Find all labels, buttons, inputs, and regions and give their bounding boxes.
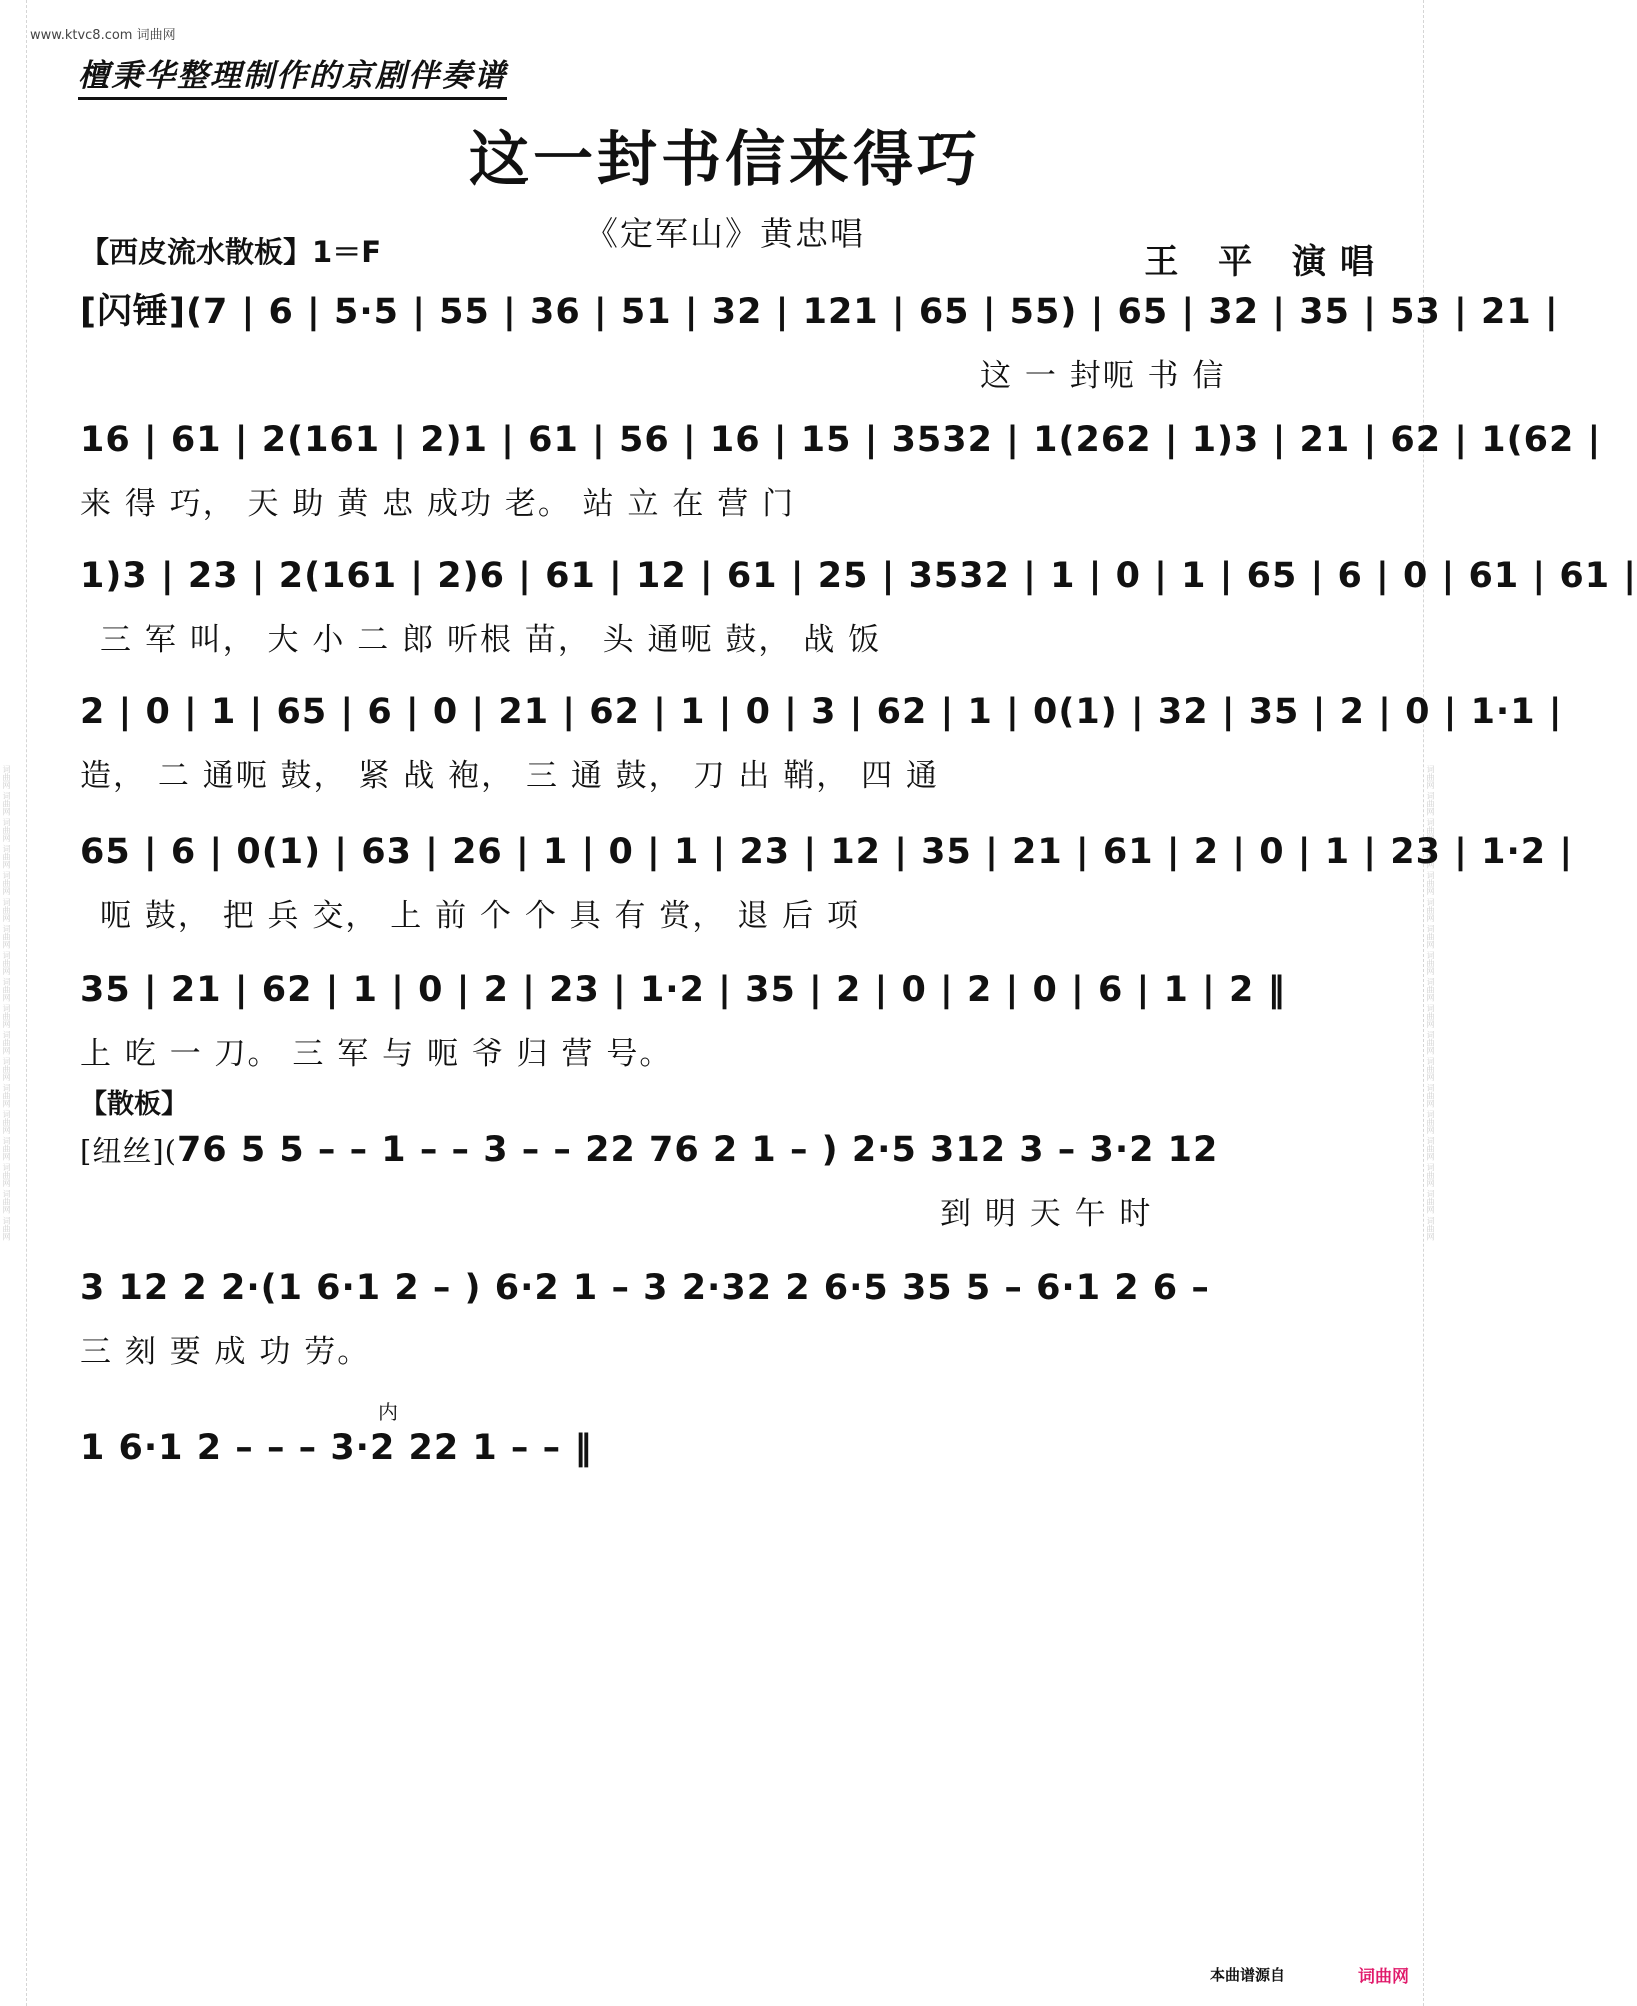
left-watermark-strip bbox=[0, 0, 27, 2006]
lyrics-row: 到 明 天 午 时 bbox=[940, 1196, 1153, 1232]
section-label-sanban: 【散板】 bbox=[80, 1089, 188, 1120]
free-system-3 bbox=[80, 1416, 1400, 1566]
footer-brand-link[interactable]: 词曲网 bbox=[1358, 1967, 1409, 1987]
lyrics-row: 呃 鼓， 把 兵 交， 上 前 个 个 具 有 赏， 退 后 项 bbox=[100, 898, 860, 934]
score-system-6 bbox=[80, 958, 1400, 1108]
system-label: [闪锤]( bbox=[80, 292, 203, 332]
notation-row: 1 6·1 2 – – – 3·2 22 1 – – ‖ bbox=[80, 1428, 593, 1468]
notation-row: 16 | 61 | 2(161 | 2)1 | 61 | 56 | 16 | 15 | 3532 | 1(262 | 1)3 | 21 | 62 | 1(62 | bbox=[80, 420, 1602, 460]
inner-marking: 内 bbox=[378, 1400, 398, 1424]
lyrics-row: 三 军 叫， 大 小 二 郎 听根 苗， 头 通呃 鼓， 战 饭 bbox=[100, 622, 882, 658]
notation-row bbox=[80, 280, 1559, 344]
score-system-4 bbox=[80, 680, 1563, 830]
mode-label: 【西皮流水散板】 bbox=[80, 235, 313, 269]
org-title: 檀秉华整理制作的京剧伴奏谱 bbox=[78, 50, 507, 100]
notation-row: 35 | 21 | 62 | 1 | 0 | 2 | 23 | 1·2 | 35 | 2 | 0 | 2 | 0 | 6 | 1 | 2 ‖ bbox=[80, 970, 1287, 1010]
lyrics-row: 三 刻 要 成 功 劳。 bbox=[80, 1334, 371, 1370]
score-system-3 bbox=[80, 544, 1637, 694]
score-system-5 bbox=[80, 820, 1574, 970]
lyrics-row: 上 吃 一 刀。 三 军 与 呃 爷 归 营 号。 bbox=[80, 1036, 673, 1072]
notation-row: 65 | 6 | 0(1) | 63 | 26 | 1 | 0 | 1 | 23 | 12 | 35 | 21 | 61 | 2 | 0 | 1 | 23 | 1·2 | bbox=[80, 832, 1574, 872]
notation-row: 1)3 | 23 | 2(161 | 2)6 | 61 | 12 | 61 | 25 | 3532 | 1 | 0 | 1 | 65 | 6 | 0 | 61 | 61 | bbox=[80, 556, 1637, 596]
system-label: [纽丝]( bbox=[80, 1134, 177, 1168]
score-system-2 bbox=[80, 408, 1602, 558]
key-signature: 1＝F bbox=[312, 235, 382, 269]
notation-row: 2 | 0 | 1 | 65 | 6 | 0 | 21 | 62 | 1 | 0 | 3 | 62 | 1 | 0(1) | 32 | 35 | 2 | 0 | 1·1 | bbox=[80, 692, 1563, 732]
notation-row: 3 12 2 2·(1 6·1 2 – ) 6·2 1 – 3 2·32 2 6·5 35 5 – 6·1 2 6 – bbox=[80, 1268, 1210, 1308]
lyrics-row: 造， 二 通呃 鼓， 紧 战 袍， 三 通 鼓， 刀 出 鞘， 四 通 bbox=[80, 758, 939, 794]
mode-and-key bbox=[80, 230, 381, 271]
footer-source-label: 本曲谱源自 bbox=[1210, 1966, 1286, 1984]
free-system-2 bbox=[80, 1256, 1400, 1406]
song-title: 这一封书信来得巧 bbox=[469, 125, 981, 195]
watermark-text: 词曲网 词曲网 词曲网 词曲网 词曲网 词曲网 词曲网 词曲网 词曲网 词曲网 词曲网 词曲网 词曲网 词曲网 词曲网 词曲网 词曲网 词曲网 bbox=[2, 765, 11, 1241]
lyrics-row: 这 一 封呃 书 信 bbox=[980, 358, 1226, 394]
opera-subtitle: 《定军山》黄忠唱 bbox=[585, 214, 865, 253]
lyrics-row: 来 得 巧， 天 助 黄 忠 成功 老。 站 立 在 营 门 bbox=[80, 486, 796, 522]
site-url: www.ktvc8.com 词曲网 bbox=[30, 28, 176, 43]
notation-text: 7 | 6 | 5·5 | 55 | 36 | 51 | 32 | 121 | 65 | 55) | 65 | 32 | 35 | 53 | 21 | bbox=[203, 292, 1559, 332]
free-system-1 bbox=[80, 1118, 1400, 1268]
watermark-text: 词曲网 词曲网 词曲网 词曲网 词曲网 词曲网 词曲网 词曲网 词曲网 词曲网 词曲网 词曲网 词曲网 词曲网 词曲网 词曲网 词曲网 词曲网 bbox=[1426, 765, 1435, 1241]
notation-row bbox=[80, 1118, 1218, 1182]
notation-text: 76 5 5 – – 1 – – 3 – – 22 76 2 1 – ) 2·5 312 3 – 3·2 12 bbox=[176, 1130, 1219, 1170]
performer: 王 平 演唱 bbox=[1144, 242, 1388, 282]
